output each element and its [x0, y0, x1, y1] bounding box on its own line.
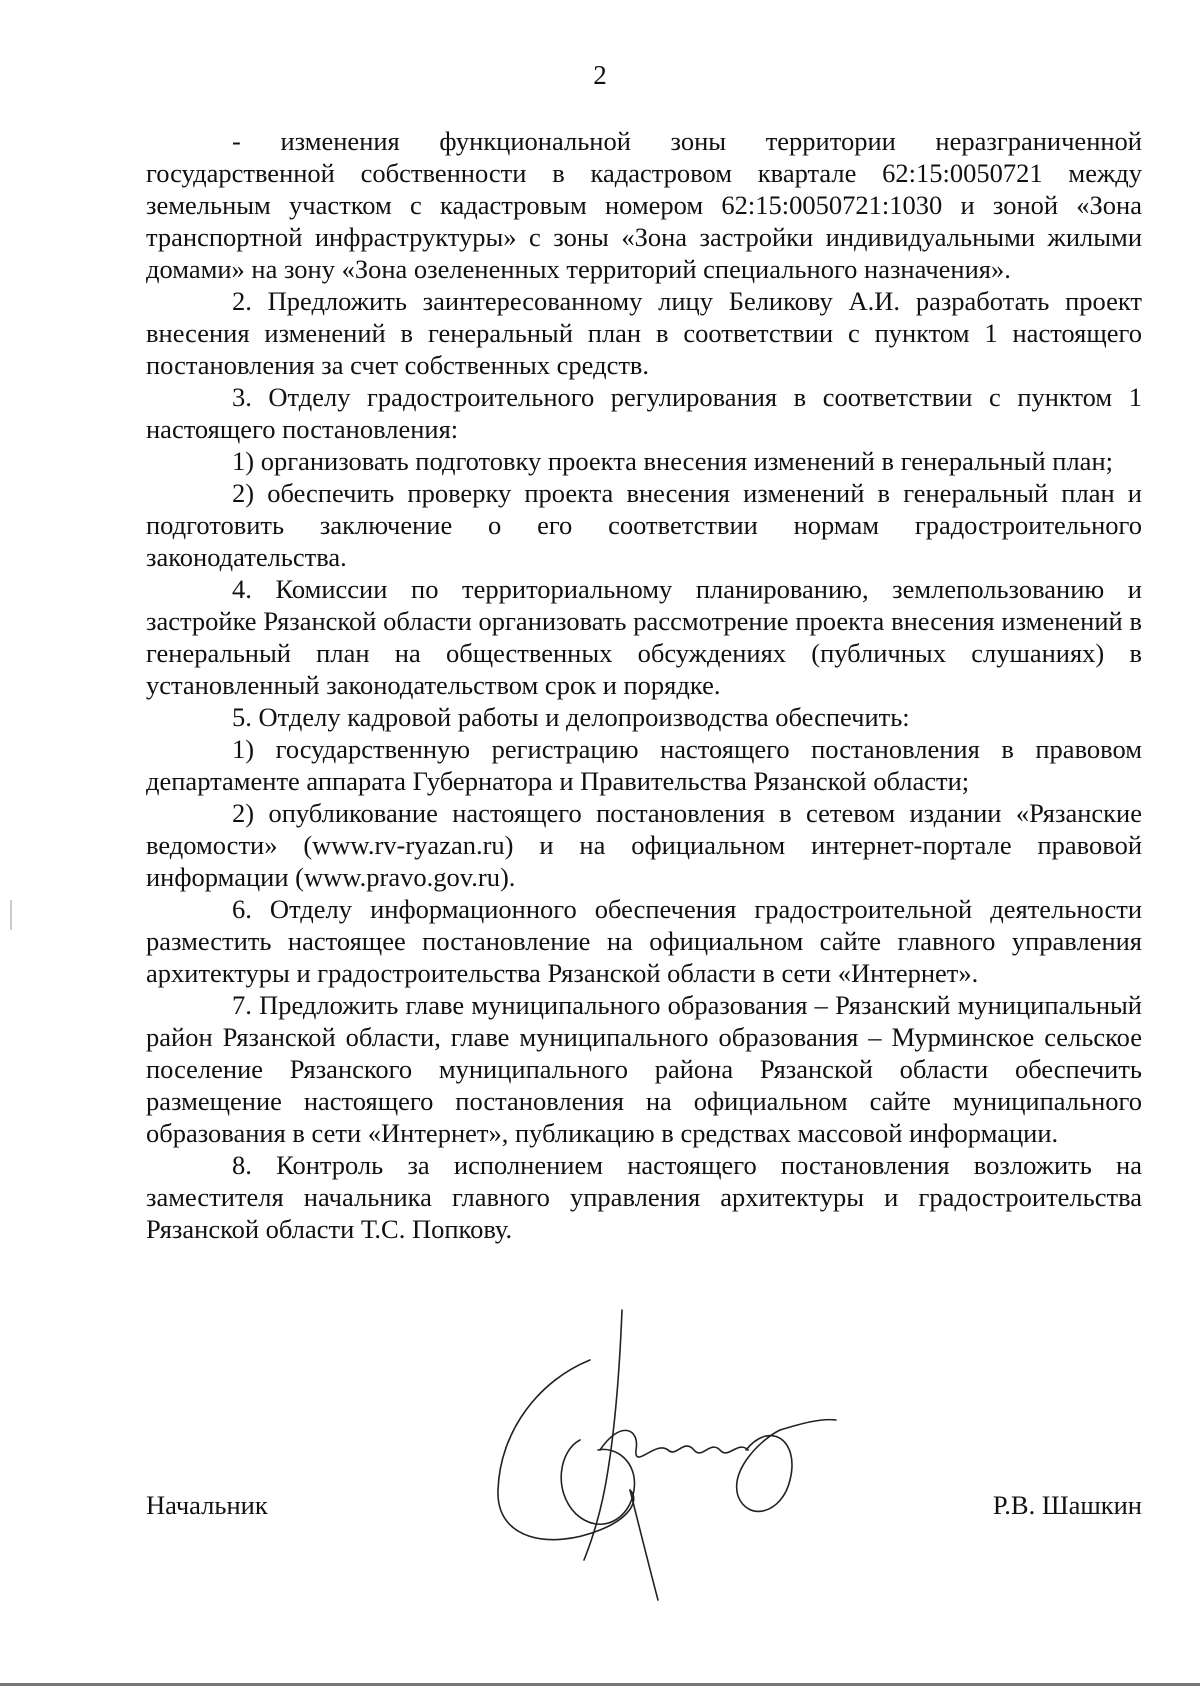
scan-artifact: [10, 900, 12, 930]
paragraph-item-6: 6. Отделу информационного обеспечения градостроительной деятельности разместить настоящее постановление на официальном сайте главного управления архитектуры и градостроительства Рязанской области в сети «Интернет».: [146, 894, 1142, 988]
paragraph-item-4: 4. Комиссии по территориальному планированию, землепользованию и застройке Рязанской области организовать рассмотрение проекта внесения изменений в генеральный план на общественных обсуждениях (публичных слушаниях) в установленный законодательством срок и порядке.: [146, 574, 1142, 700]
paragraph-item-5: 5. Отделу кадровой работы и делопроизводства обеспечить:: [232, 702, 910, 732]
paragraph-item-5-sub-1: 1) государственную регистрацию настоящего постановления в правовом департаменте аппарата Губернатора и Правительства Рязанской области;: [146, 734, 1142, 796]
paragraph-item-2: 2. Предложить заинтересованному лицу Беликову А.И. разработать проект внесения изменений в генеральный план в соответствии с пунктом 1 настоящего постановления за счет собственных средств.: [146, 286, 1142, 380]
paragraph-item-3-sub-2: 2) обеспечить проверку проекта внесения изменений в генеральный план и подготовить заключение о его соответствии нормам градостроительного законодательства.: [146, 478, 1142, 572]
document-body: [146, 125, 1142, 1245]
signer-title: Начальник: [146, 1490, 268, 1520]
paragraph-item-8: 8. Контроль за исполнением настоящего постановления возложить на заместителя начальника главного управления архитектуры и градостроительства Рязанской области Т.С. Попкову.: [146, 1150, 1142, 1244]
handwritten-signature: [480, 1300, 900, 1630]
paragraph-item-3: 3. Отделу градостроительного регулирования в соответствии с пунктом 1 настоящего постановления:: [146, 382, 1142, 444]
page-bottom-edge: [0, 1683, 1200, 1686]
paragraph-item-7: 7. Предложить главе муниципального образования – Рязанский муниципальный район Рязанской области, главе муниципального образования – Мурминское сельское поселение Рязанского муниципального района Рязанской области обеспечить размещение настоящего постановления на официальном сайте муниципального образования в сети «Интернет», публикацию в средствах массовой информации.: [146, 990, 1142, 1148]
paragraph-item-5-sub-2: 2) опубликование настоящего постановления в сетевом издании «Рязанские ведомости» (www.rv-ryazan.ru) и на официальном интернет-портале правовой информации (www.pravo.gov.ru).: [146, 798, 1142, 892]
paragraph-zone-change: - изменения функциональной зоны территории неразграниченной государственной собственности в кадастровом квартале 62:15:0050721 между земельным участком с кадастровым номером 62:15:0050721:1030 и зоной «Зона транспортной инфраструктуры» с зоны «Зона застройки индивидуальными жилыми домами» на зону «Зона озелененных территорий специального назначения».: [146, 126, 1142, 284]
page-number: 2: [593, 60, 607, 90]
signer-name: Р.В. Шашкин: [992, 1490, 1142, 1520]
signature-block: [146, 1490, 1142, 1530]
paragraph-item-3-sub-1: 1) организовать подготовку проекта внесения изменений в генеральный план;: [232, 446, 1113, 476]
